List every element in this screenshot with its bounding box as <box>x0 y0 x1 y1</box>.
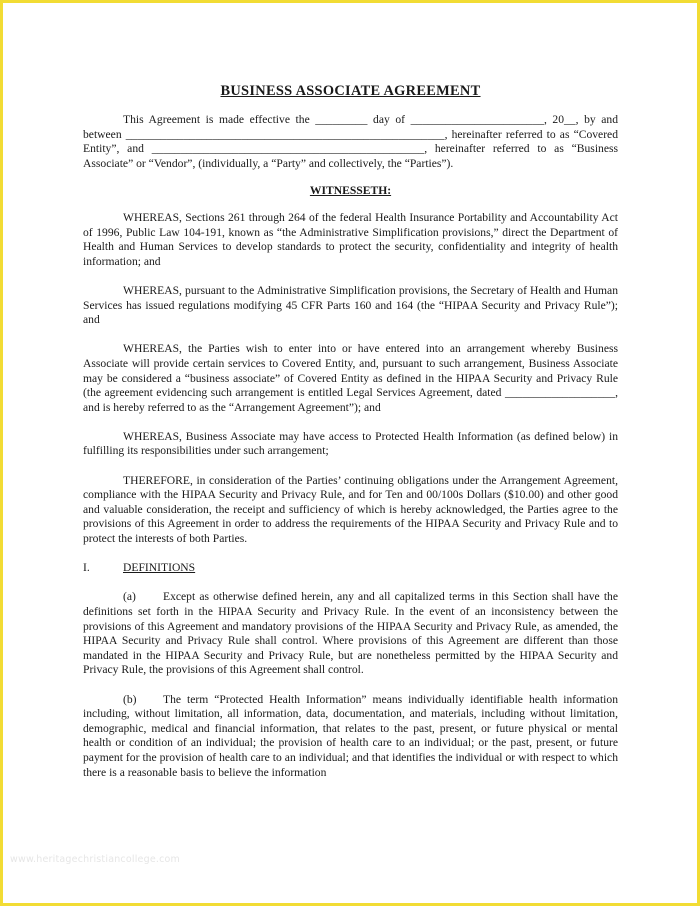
section-heading-definitions <box>83 561 618 576</box>
whereas-paragraph-4: WHEREAS, Business Associate may have access to Protected Health Information (as defined below) in fulfilling its responsibilities under such arrangement; <box>83 429 618 458</box>
blank-effective-date: _________ <box>315 113 368 126</box>
section-title: DEFINITIONS <box>123 561 196 575</box>
page-title: BUSINESS ASSOCIATE AGREEMENT <box>220 83 481 99</box>
whereas-paragraph-1: WHEREAS, Sections 261 through 264 of the federal Health Insurance Portability and Accountability Act of 1996, Public Law 104-191, known as “the Administrative Simplification provisions,” direct the Department of Health and Human Services to develop standards to protect the security, confidentiality and integrity of health information; and <box>83 210 618 268</box>
subsection-label-a: (a) <box>123 590 136 604</box>
blank-covered-entity: _______________________________________________________ <box>125 127 445 141</box>
definition-paragraph-b: (b) The term “Protected Health Information” means individually identifiable health information including, without limitation, all information, data, documentation, and materials, including without limitation, demographic, medical and financial information, that relates to the past, present, or future physical or mental health or condition of an individual; the provision of health care to an individual; or the past, present, or future payment for the provision of health care to an individual; and that identifies the individual or with respect to which there is a reasonable basis to believe the information <box>83 692 618 779</box>
therefore-paragraph: THEREFORE, in consideration of the Parties’ continuing obligations under the Arrangement Agreement, compliance with the HIPAA Security and Privacy Rule, and for Ten and 00/100s Dollars ($10.00) and other good and valuable consideration, the receipt and sufficiency of which is hereby acknowledged, the Parties agree to the provisions of this Agreement in order to address the requirements of the HIPAA Security and Privacy Rule and to protect the interests of both Parties. <box>83 473 618 546</box>
definition-paragraph-a: (a) Except as otherwise defined herein, any and all capitalized terms in this Section shall have the definitions set forth in the HIPAA Security and Privacy Rule. In the event of an inconsistency between the provisions of this Agreement and mandatory provisions of the HIPAA Security and Privacy Rule, as amended, the HIPAA Security and Privacy Rule shall control. Where provisions of this Agreement are different than those mandated in the HIPAA Security and Privacy Rule, but are nonetheless permitted by the HIPAA Security and Privacy Rule, the provisions of this Agreement shall control. <box>83 590 618 677</box>
blank-month: _______________________ <box>410 113 544 126</box>
subsection-label-b: (b) <box>123 692 137 706</box>
intro-paragraph: This Agreement is made effective the _________ day of _______________________, 20__, by and between _______________________________________________________, hereinafter referred to as “Covered Entity”, and _______________________________________________, hereinafter referred to as “Business Associate” or “Vendor”, (individually, a “Party” and collectively, the “Parties”). <box>83 113 619 170</box>
blank-agreement-date: ___________________ <box>504 386 616 400</box>
whereas-paragraph-3: WHEREAS, the Parties wish to enter into or have entered into an arrangement whereby Business Associate will provide certain services to Covered Entity, and, pursuant to such arrangement, Business Associate may be considered a “business associate” of Covered Entity as defined in the HIPAA Security and Privacy Rule (the agreement evidencing such arrangement is entitled Legal Services Agreement, dated ___________________, and is hereby referred to as the “Arrangement Agreement”); and <box>83 342 618 414</box>
document-page <box>83 82 618 780</box>
watermark: www.heritagechristiancollege.com <box>10 854 180 865</box>
section-number: I. <box>83 561 90 575</box>
whereas-paragraph-2: WHEREAS, pursuant to the Administrative Simplification provisions, the Secretary of Health and Human Services has issued regulations modifying 45 CFR Parts 160 and 164 (the “HIPAA Security and Privacy Rule”); and <box>83 283 618 327</box>
blank-business-associate: _______________________________________________ <box>151 142 425 156</box>
witnesseth-heading: WITNESSETH: <box>309 184 392 198</box>
